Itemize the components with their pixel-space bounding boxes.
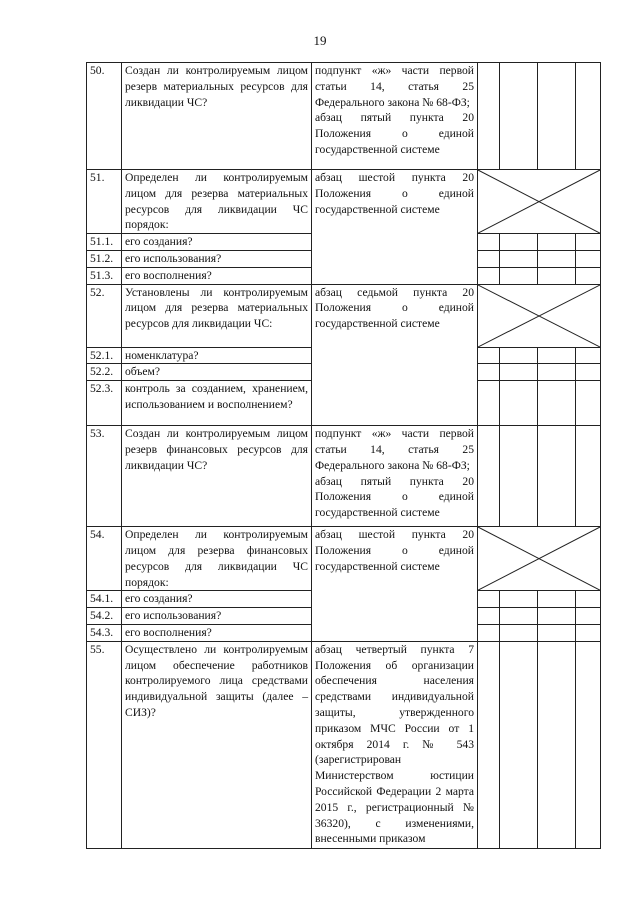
answer-na-cell[interactable] xyxy=(538,381,576,426)
answer-yes-cell[interactable] xyxy=(478,234,500,251)
answer-note-cell[interactable] xyxy=(576,641,601,848)
reference-line: абзац седьмой пункта 20 Положения о единой государственной системе xyxy=(315,285,474,331)
answer-note-cell[interactable] xyxy=(576,426,601,527)
table-row xyxy=(87,63,601,170)
requirement-question: Установлены ли контролируемым лицом для резерва материальных ресурсов для ликвидации ЧС: xyxy=(122,284,312,347)
answer-na-cell[interactable] xyxy=(538,347,576,364)
requirement-question: его создания? xyxy=(122,234,312,251)
cross-mark-icon xyxy=(478,285,600,347)
answer-na-cell[interactable] xyxy=(538,624,576,641)
requirement-question: его использования? xyxy=(122,608,312,625)
answer-no-cell[interactable] xyxy=(500,381,538,426)
reference-line: абзац шестой пункта 20 Положения о единой государственной системе xyxy=(315,528,474,573)
table-row xyxy=(87,641,601,848)
answer-note-cell[interactable] xyxy=(576,63,601,170)
requirement-question: его создания? xyxy=(122,591,312,608)
requirement-question: Создан ли контролируемым лицом резерв финансовых ресурсов для ликвидации ЧС? xyxy=(122,426,312,527)
answer-note-cell[interactable] xyxy=(576,347,601,364)
table-row xyxy=(87,426,601,527)
answer-note-cell[interactable] xyxy=(576,624,601,641)
answer-no-cell[interactable] xyxy=(500,63,538,170)
row-number: 51.3. xyxy=(87,267,122,284)
answer-yes-cell[interactable] xyxy=(478,381,500,426)
requirement-question: его восполнения? xyxy=(122,267,312,284)
answer-na-cell[interactable] xyxy=(538,63,576,170)
legal-reference xyxy=(312,426,478,527)
row-number: 54. xyxy=(87,527,122,591)
cross-mark-icon xyxy=(478,527,600,590)
answer-na-cell[interactable] xyxy=(538,591,576,608)
answer-no-cell[interactable] xyxy=(500,267,538,284)
row-number: 52.1. xyxy=(87,347,122,364)
legal-reference xyxy=(312,641,478,848)
answer-no-cell[interactable] xyxy=(500,591,538,608)
legal-reference xyxy=(312,527,478,642)
answer-na-cell[interactable] xyxy=(538,250,576,267)
answer-yes-cell[interactable] xyxy=(478,347,500,364)
row-number: 50. xyxy=(87,63,122,170)
answer-yes-cell[interactable] xyxy=(478,364,500,381)
answer-note-cell[interactable] xyxy=(576,364,601,381)
table-row xyxy=(87,527,601,591)
row-number: 53. xyxy=(87,426,122,527)
reference-line: абзац пятый пункта 20 Положения о единой государственной системе xyxy=(315,474,474,520)
answer-yes-cell[interactable] xyxy=(478,591,500,608)
row-number: 51.1. xyxy=(87,234,122,251)
requirement-question: Создан ли контролируемым лицом резерв материальных ресурсов для ликвидации ЧС? xyxy=(122,63,312,170)
answer-no-cell[interactable] xyxy=(500,641,538,848)
answer-na-cell[interactable] xyxy=(538,641,576,848)
answer-no-cell[interactable] xyxy=(500,234,538,251)
requirement-question: Определен ли контролируемым лицом для резерва материальных ресурсов для ликвидации ЧС порядок: xyxy=(122,170,312,234)
reference-line: абзац пятый пункта 20 Положения о единой государственной системе xyxy=(315,111,474,156)
row-number: 51. xyxy=(87,170,122,234)
answer-no-cell[interactable] xyxy=(500,624,538,641)
row-number: 52. xyxy=(87,284,122,347)
answer-yes-cell[interactable] xyxy=(478,641,500,848)
answer-note-cell[interactable] xyxy=(576,267,601,284)
legal-reference xyxy=(312,63,478,170)
crossed-out-cell xyxy=(478,284,601,347)
answer-yes-cell[interactable] xyxy=(478,250,500,267)
requirement-question: его использования? xyxy=(122,250,312,267)
requirement-question: контроль за созданием, хранением, использованием и восполнением? xyxy=(122,381,312,426)
requirement-question: его восполнения? xyxy=(122,624,312,641)
answer-no-cell[interactable] xyxy=(500,250,538,267)
answer-no-cell[interactable] xyxy=(500,426,538,527)
answer-yes-cell[interactable] xyxy=(478,624,500,641)
answer-note-cell[interactable] xyxy=(576,591,601,608)
table-row xyxy=(87,284,601,347)
answer-note-cell[interactable] xyxy=(576,250,601,267)
row-number: 51.2. xyxy=(87,250,122,267)
answer-na-cell[interactable] xyxy=(538,234,576,251)
answer-no-cell[interactable] xyxy=(500,347,538,364)
reference-line: абзац шестой пункта 20 Положения о единой государственной системе xyxy=(315,171,474,216)
answer-yes-cell[interactable] xyxy=(478,267,500,284)
answer-yes-cell[interactable] xyxy=(478,608,500,625)
answer-note-cell[interactable] xyxy=(576,608,601,625)
requirement-question: Осуществлено ли контролируемым лицом обеспечение работников контролируемого лица средствами индивидуальной защиты (далее – СИЗ)? xyxy=(122,641,312,848)
answer-na-cell[interactable] xyxy=(538,608,576,625)
reference-line: подпункт «ж» части первой статьи 14, статья 25 Федерального закона № 68-ФЗ; xyxy=(315,427,474,472)
legal-reference xyxy=(312,170,478,285)
requirement-question: номенклатура? xyxy=(122,347,312,364)
answer-yes-cell[interactable] xyxy=(478,63,500,170)
requirement-question: Определен ли контролируемым лицом для резерва финансовых ресурсов для ликвидации ЧС порядок: xyxy=(122,527,312,591)
row-number: 54.1. xyxy=(87,591,122,608)
answer-na-cell[interactable] xyxy=(538,364,576,381)
row-number: 55. xyxy=(87,641,122,848)
answer-no-cell[interactable] xyxy=(500,608,538,625)
reference-line: абзац четвертый пункта 7 Положения об организации обеспечения населения средствами индивидуальной защиты, утвержденного приказом МЧС России от 1 октября 2014 г. № 543 (зарегистрирован Министерством юстиции Российской Федерации 2 марта 2015 г., регистрационный № 36320), с изменениями, внесенными приказом xyxy=(315,642,474,846)
answer-note-cell[interactable] xyxy=(576,234,601,251)
answer-yes-cell[interactable] xyxy=(478,426,500,527)
answer-no-cell[interactable] xyxy=(500,364,538,381)
requirement-question: объем? xyxy=(122,364,312,381)
crossed-out-cell xyxy=(478,527,601,591)
cross-mark-icon xyxy=(478,170,600,233)
page-number: 19 xyxy=(313,33,327,48)
row-number: 54.2. xyxy=(87,608,122,625)
crossed-out-cell xyxy=(478,170,601,234)
answer-na-cell[interactable] xyxy=(538,426,576,527)
answer-na-cell[interactable] xyxy=(538,267,576,284)
legal-reference xyxy=(312,284,478,426)
row-number: 52.2. xyxy=(87,364,122,381)
table-row xyxy=(87,170,601,234)
checklist-table xyxy=(86,62,601,849)
reference-line: подпункт «ж» части первой статьи 14, статья 25 Федерального закона № 68-ФЗ; xyxy=(315,64,474,109)
answer-note-cell[interactable] xyxy=(576,381,601,426)
row-number: 52.3. xyxy=(87,381,122,426)
row-number: 54.3. xyxy=(87,624,122,641)
